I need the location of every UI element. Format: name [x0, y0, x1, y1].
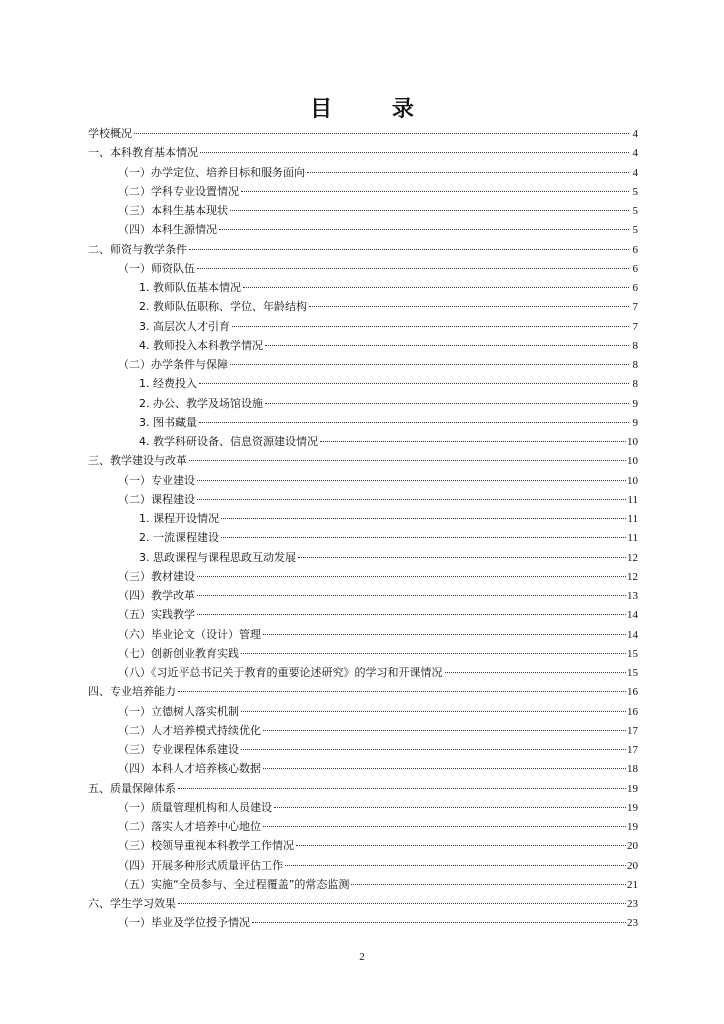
- toc-entry-page: 23: [627, 917, 638, 930]
- toc-entry-page: 12: [627, 551, 638, 564]
- toc-entry-page: 19: [627, 782, 638, 795]
- toc-entry-title: （二）落实人才培养中心地位: [118, 820, 261, 833]
- toc-entry-title: 一、本科教育基本情况: [88, 146, 198, 160]
- toc-entry[interactable]: [88, 163, 638, 182]
- toc-entry-page: 6: [632, 262, 638, 275]
- dot-leader: [285, 865, 626, 866]
- toc-entry-title: 五、质量保障体系: [88, 781, 176, 795]
- toc-entry[interactable]: [88, 721, 638, 740]
- toc-entry[interactable]: [88, 124, 638, 143]
- toc-entry[interactable]: [88, 875, 638, 894]
- dot-leader: [241, 653, 626, 654]
- toc-entry-title: （三）校领导重视本科教学工作情况: [118, 839, 294, 853]
- toc-entry-page: 23: [627, 898, 638, 910]
- toc-entry-title: 三、教学建设与改革: [88, 454, 187, 468]
- dot-leader: [351, 884, 626, 885]
- toc-entry[interactable]: [88, 682, 638, 701]
- dot-leader: [197, 268, 629, 269]
- toc-entry[interactable]: [88, 509, 638, 528]
- dot-leader: [134, 133, 629, 134]
- dot-leader: [265, 403, 629, 404]
- toc-entry-page: 10: [627, 455, 638, 468]
- dot-leader: [252, 922, 626, 923]
- toc-entry[interactable]: [88, 220, 638, 239]
- toc-entry[interactable]: [88, 644, 638, 663]
- toc-entry[interactable]: [88, 355, 638, 374]
- toc-entry[interactable]: [88, 451, 638, 470]
- toc-entry-page: 17: [627, 724, 638, 737]
- toc-entry[interactable]: [88, 278, 638, 297]
- dot-leader: [243, 287, 629, 288]
- toc-entry-title: （四）本科生源情况: [118, 223, 217, 237]
- toc-entry-page: 16: [627, 705, 638, 718]
- toc-entry[interactable]: [88, 913, 638, 932]
- toc-entry-page: 9: [632, 397, 638, 410]
- dot-leader: [178, 903, 626, 904]
- toc-entry[interactable]: [88, 259, 638, 278]
- dot-leader: [197, 480, 626, 481]
- dot-leader: [200, 152, 629, 153]
- toc-entry-page: 19: [627, 821, 638, 833]
- dot-leader: [274, 807, 626, 808]
- page-title: 目 录: [310, 97, 440, 122]
- toc-entry[interactable]: [88, 240, 638, 259]
- dot-leader: [298, 557, 626, 558]
- toc-entry-page: 9: [632, 416, 638, 429]
- toc-entry-title: （二）人才培养模式持续优化: [118, 723, 261, 737]
- toc-entry[interactable]: [88, 625, 638, 644]
- toc-entry-title: （一）师资队伍: [118, 261, 195, 275]
- toc-entry-page: 8: [632, 359, 638, 371]
- toc-entry-page: 7: [632, 320, 638, 333]
- toc-entry[interactable]: [88, 817, 638, 836]
- page-number: 2: [359, 951, 365, 963]
- toc-entry-title: 2. 一流课程建设: [139, 531, 219, 545]
- toc-entry-page: 15: [627, 667, 638, 679]
- toc-entry-page: 8: [632, 378, 638, 391]
- toc-entry[interactable]: [88, 413, 638, 432]
- toc-entry-title: 1. 课程开设情况: [139, 512, 219, 525]
- dot-leader: [189, 460, 626, 461]
- toc-entry-title: 2. 教师队伍职称、学位、年龄结构: [139, 300, 307, 314]
- dot-leader: [197, 576, 626, 577]
- toc-entry[interactable]: [88, 528, 638, 547]
- toc-entry-title: 学校概况: [88, 127, 132, 140]
- dot-leader: [197, 595, 626, 596]
- toc-entry-page: 10: [627, 474, 638, 487]
- toc-entry[interactable]: [88, 836, 638, 855]
- toc-entry-title: （三）教材建设: [118, 569, 195, 583]
- toc-entry[interactable]: [88, 394, 638, 413]
- toc-entry-title: 六、学生学习效果: [88, 897, 176, 910]
- dot-leader: [230, 364, 629, 365]
- toc-entry-page: 15: [627, 647, 638, 660]
- toc-entry-page: 11: [627, 493, 638, 506]
- toc-entry-page: 20: [627, 840, 638, 853]
- dot-leader: [263, 768, 626, 769]
- toc-entry-page: 5: [632, 185, 638, 198]
- dot-leader: [219, 229, 629, 230]
- toc-entry[interactable]: [88, 297, 638, 316]
- toc-entry-title: （六）毕业论文（设计）管理: [118, 627, 261, 641]
- toc-entry[interactable]: [88, 143, 638, 162]
- toc-entry[interactable]: [88, 182, 638, 201]
- toc-entry-title: （四）本科人才培养核心数据: [118, 762, 261, 776]
- dot-leader: [241, 711, 626, 712]
- toc-entry[interactable]: [88, 605, 638, 624]
- toc-entry-title: 1. 教师队伍基本情况: [139, 281, 241, 294]
- toc-entry[interactable]: [88, 471, 638, 490]
- toc-entry-title: 4. 教学科研设备、信息资源建设情况: [139, 435, 318, 448]
- toc-entry-title: （二）课程建设: [118, 492, 195, 506]
- dot-leader: [197, 614, 626, 615]
- toc-entry-title: （五）实践教学: [118, 608, 195, 622]
- toc-entry-title: 2. 办公、教学及场馆设施: [139, 396, 263, 410]
- toc-entry[interactable]: [88, 798, 638, 817]
- dot-leader: [241, 749, 626, 750]
- toc-entry-title: （一）立德树人落实机制: [118, 704, 239, 718]
- dot-leader: [307, 172, 629, 173]
- toc-entry[interactable]: [88, 548, 638, 567]
- toc-entry-page: 17: [627, 744, 638, 756]
- toc-entry-title: 3. 思政课程与课程思政互动发展: [139, 550, 296, 564]
- toc-entry[interactable]: [88, 567, 638, 586]
- dot-leader: [197, 499, 626, 500]
- toc-entry-title: （四）教学改革: [118, 589, 195, 602]
- toc-entry[interactable]: [88, 490, 638, 509]
- toc-entry-title: （二）办学条件与保障: [118, 358, 228, 371]
- toc-entry-title: （七）创新创业教育实践: [118, 646, 239, 660]
- toc-entry[interactable]: [88, 759, 638, 778]
- toc-entry-title: （三）专业课程体系建设: [118, 743, 239, 756]
- toc-entry-title: 四、专业培养能力: [88, 685, 176, 699]
- toc-entry-page: 14: [627, 628, 638, 641]
- dot-leader: [241, 191, 629, 192]
- toc-entry[interactable]: [88, 586, 638, 605]
- toc-entry-page: 5: [632, 224, 638, 237]
- toc-entry[interactable]: [88, 702, 638, 721]
- dot-leader: [263, 826, 626, 827]
- dot-leader: [265, 345, 629, 346]
- toc-entry[interactable]: [88, 740, 638, 759]
- toc-entry[interactable]: [88, 856, 638, 875]
- dot-leader: [232, 326, 629, 327]
- toc-entry-page: 19: [627, 801, 638, 814]
- toc-entry-page: 8: [632, 339, 638, 352]
- dot-leader: [221, 537, 626, 538]
- toc-entry-title: 1. 经费投入: [139, 377, 197, 391]
- toc-entry-page: 4: [632, 147, 638, 160]
- toc-entry-title: 4. 教师投入本科教学情况: [139, 338, 263, 352]
- dot-leader: [263, 634, 626, 635]
- toc-entry-page: 11: [627, 513, 638, 525]
- dot-leader: [263, 730, 626, 731]
- toc-entry[interactable]: [88, 663, 638, 682]
- dot-leader: [445, 672, 627, 673]
- toc-entry-page: 4: [632, 128, 638, 140]
- toc-entry[interactable]: [88, 374, 638, 393]
- toc-entry-title: （四）开展多种形式质量评估工作: [118, 858, 283, 872]
- dot-leader: [199, 422, 629, 423]
- toc-entry-title: （二）学科专业设置情况: [118, 184, 239, 198]
- toc-entry[interactable]: [88, 779, 638, 798]
- toc-entry-title: （八）《习近平总书记关于教育的重要论述研究》的学习和开课情况: [118, 666, 443, 679]
- dot-leader: [230, 210, 629, 211]
- dot-leader: [320, 441, 626, 442]
- toc-entry-page: 6: [632, 243, 638, 256]
- toc-entry-page: 11: [627, 532, 638, 545]
- toc-entry-page: 7: [632, 301, 638, 314]
- toc-entry-page: 21: [627, 878, 638, 891]
- toc-entry-title: 3. 图书藏量: [139, 415, 197, 429]
- toc-entry-page: 14: [627, 609, 638, 622]
- toc-entry[interactable]: [88, 201, 638, 220]
- toc-entry[interactable]: [88, 317, 638, 336]
- dot-leader: [296, 845, 626, 846]
- toc-entry-page: 18: [627, 763, 638, 776]
- dot-leader: [189, 249, 629, 250]
- toc-entry[interactable]: [88, 432, 638, 451]
- toc-entry-title: （一）专业建设: [118, 473, 195, 487]
- toc-entry-page: 6: [632, 282, 638, 294]
- toc-entry-title: （五）实施“全员参与、全过程覆盖”的常态监测: [118, 877, 350, 891]
- toc-entry-title: （一）质量管理机构和人员建设: [118, 800, 272, 814]
- toc-entry-title: 二、师资与教学条件: [88, 242, 187, 256]
- toc-entry-title: （一）毕业及学位授予情况: [118, 916, 250, 930]
- toc-entry-title: （三）本科生基本现状: [118, 204, 228, 217]
- toc-entry[interactable]: [88, 894, 638, 913]
- toc-entry-title: （一）办学定位、培养目标和服务面向: [118, 165, 305, 179]
- dot-leader: [178, 691, 626, 692]
- toc-entry-page: 4: [632, 166, 638, 179]
- toc-entry-page: 20: [627, 859, 638, 872]
- toc-entry-page: 10: [627, 436, 638, 448]
- toc-entry-page: 16: [627, 686, 638, 699]
- dot-leader: [178, 788, 626, 789]
- toc-entry-page: 13: [627, 590, 638, 602]
- toc-entry-title: 3. 高层次人才引育: [139, 319, 230, 333]
- toc-entry-page: 12: [627, 570, 638, 583]
- dot-leader: [221, 518, 626, 519]
- dot-leader: [309, 306, 629, 307]
- toc-entry[interactable]: [88, 336, 638, 355]
- dot-leader: [199, 383, 629, 384]
- toc-entry-page: 5: [632, 205, 638, 217]
- table-of-contents: [88, 124, 638, 933]
